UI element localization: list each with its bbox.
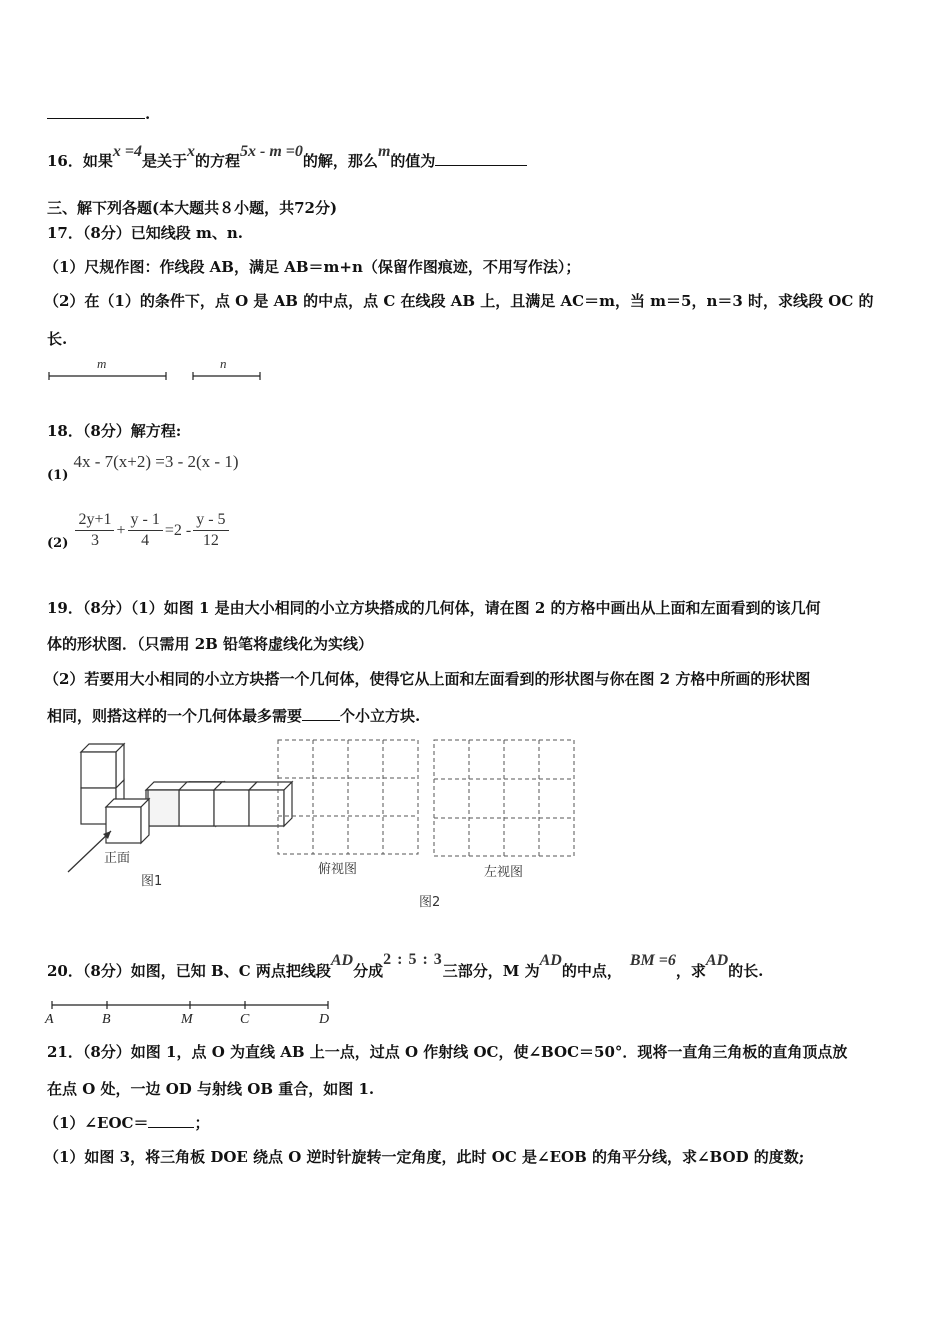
- fig2-caption: 图2: [419, 895, 441, 910]
- q19-part2: （2）若要用大小相同的小立方块搭一个几何体，使得它从上面和左面看到的形状图与你在图 2 方格中所画的形状图: [44, 670, 811, 688]
- q16-answer-blank: [435, 151, 527, 166]
- q21-part1: 21．（8分）如图 1，点 O 为直线 AB 上一点，过点 O 作射线 OC，使∠BOC＝50°．现将一直角三角板的直角顶点放: [47, 1043, 848, 1061]
- q20-segment-figure: [40, 995, 340, 1030]
- segment-m-label: m: [97, 356, 107, 371]
- q17-title: 17．（8分）已知线段 m、n.: [47, 224, 244, 242]
- point-b-label: B: [102, 1012, 111, 1027]
- left-view-caption: 左视图: [484, 865, 524, 880]
- q21-part2: （1）∠EOC＝ ；: [44, 1114, 210, 1132]
- question-16: 16．如果x =4是关于x的方程5x - m =0的解，那么m的值为: [47, 150, 527, 171]
- point-d-label: D: [319, 1012, 330, 1027]
- q19-figure: [66, 732, 596, 917]
- q19-part2-cont: 相同，则搭这样的一个几何体最多需要 个小立方块.: [47, 707, 421, 725]
- q21-part3: （1）如图 3，将三角板 DOE 绕点 O 逆时针旋转一定角度，此时 OC 是∠EOB 的角平分线，求∠BOD 的度数;: [44, 1148, 805, 1166]
- point-c-label: C: [240, 1012, 250, 1027]
- section-3-heading: 三、解下列各题(本大题共８小题，共72分): [47, 199, 338, 217]
- point-a-label: A: [45, 1012, 54, 1027]
- q17-part2-cont: 长.: [47, 330, 68, 348]
- q17-part1: （1）尺规作图：作线段 AB，满足 AB＝m+n（保留作图痕迹，不用写作法）；: [44, 258, 581, 276]
- q21-part1-cont: 在点 O 处，一边 OD 与射线 OB 重合，如图 1.: [47, 1080, 375, 1098]
- q18-title: 18．（8分）解方程:: [47, 422, 182, 440]
- q17-part2: （2）在（1）的条件下，点 O 是 AB 的中点，点 C 在线段 AB 上，且满足 AC＝m，当 m＝5，n＝3 时，求线段 OC 的: [44, 292, 874, 310]
- top-answer-blank: .: [47, 104, 150, 123]
- fig1-caption: 图1: [141, 874, 163, 889]
- point-m-label: M: [181, 1012, 193, 1027]
- q19-part1-cont: 体的形状图．（只需用 2B 铅笔将虚线化为实线）: [47, 635, 374, 653]
- top-view-caption: 俯视图: [318, 862, 358, 877]
- q18-equation-1: $_{(1)}$ 4x - 7(x+2) =3 - 2(x - 1): [47, 452, 239, 483]
- fig1-front-label: 正面: [104, 851, 131, 866]
- segment-n-label: n: [220, 356, 227, 371]
- q18-equation-2: $_{(2)}$ $\frac{2y+1}{3}$ + $\frac{y - 1}{4}$ =2 - $\frac{y - 5}{12}$: [47, 510, 231, 551]
- q17-segments-figure: [40, 354, 280, 384]
- question-20: 20．（8分）如图，已知 B、C 两点把线段AD分成2 : 5 : 3三部分，M 为AD的中点，BM =6，求AD的长.: [47, 951, 764, 980]
- q19-part1: 19．（8分）（1）如图 1 是由大小相同的小立方块搭成的几何体，请在图 2 的方格中画出从上面和左面看到的该几何: [47, 599, 821, 617]
